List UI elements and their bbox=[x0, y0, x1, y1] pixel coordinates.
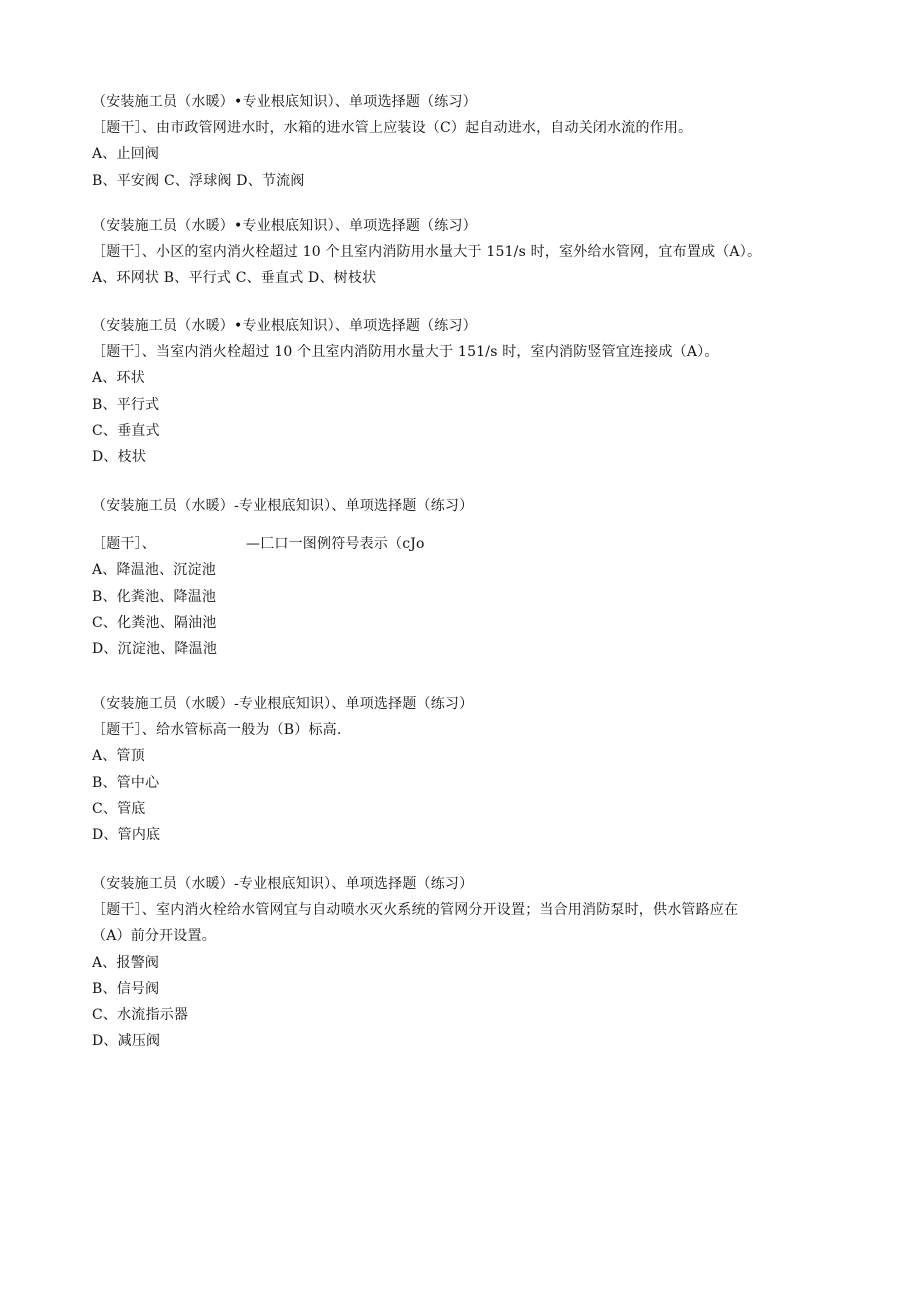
question-2 bbox=[92, 213, 832, 292]
question-5 bbox=[92, 691, 832, 848]
question-header: （安装施工员（水暖）-专业根底知识）、单项选择题（练习） bbox=[92, 696, 474, 712]
question-stem: ［题干］、给水管标高一般为（B）标高. bbox=[92, 722, 342, 739]
question-stem bbox=[92, 531, 832, 557]
question-header: （安装施工员（水暖）•专业根底知识）、单项选择题（练习） bbox=[92, 94, 477, 110]
question-header: （安装施工员（水暖）-专业根底知识）、单项选择题（练习） bbox=[92, 498, 474, 514]
option-line: A、环状 bbox=[92, 370, 145, 387]
question-6 bbox=[92, 871, 832, 1054]
question-4 bbox=[92, 493, 832, 662]
question-stem: ［题干］、当室内消火栓超过 10 个且室内消防用水量大于 151/s 时，室内消防竖管宜连接成（A）。 bbox=[92, 344, 719, 361]
question-stem: ［题干］、小区的室内消火栓超过 10 个且室内消防用水量大于 151/s 时，室外给水管网，宜布置成（A）。 bbox=[92, 244, 762, 261]
option-line: B、管中心 bbox=[92, 774, 160, 791]
option-line: C、化粪池、隔油池 bbox=[92, 614, 217, 631]
option-line: C、水流指示器 bbox=[92, 1006, 189, 1023]
option-line: B、信号阀 bbox=[92, 980, 160, 997]
option-line: A、止回阀 bbox=[92, 146, 160, 163]
option-line: C、垂直式 bbox=[92, 422, 160, 439]
option-line: D、枝状 bbox=[92, 448, 147, 465]
question-stem-line-1: ［题干］、室内消火栓给水管网宜与自动喷水灭火系统的管网分开设置；当合用消防泵时，供水管路应在 bbox=[92, 902, 739, 919]
option-line: D、减压阀 bbox=[92, 1033, 161, 1050]
question-header: （安装施工员（水暖）•专业根底知识）、单项选择题（练习） bbox=[92, 318, 477, 334]
option-line: B、平行式 bbox=[92, 396, 160, 413]
question-stem-line-2: （A）前分开设置。 bbox=[92, 928, 216, 945]
question-stem: ［题干］、由市政管网进水时，水箱的进水管上应装设（C）起自动进水，自动关闭水流的作用。 bbox=[92, 120, 693, 137]
option-line: A、降温池、沉淀池 bbox=[92, 562, 216, 579]
stem-suffix: —匚口一图例符号表示（cJo bbox=[246, 536, 425, 553]
option-line: C、管底 bbox=[92, 800, 146, 817]
option-line: B、平安阀 C、浮球阀 D、节流阀 bbox=[92, 172, 305, 189]
option-line: A、管顶 bbox=[92, 748, 145, 765]
question-1 bbox=[92, 89, 832, 194]
option-line: B、化粪池、降温池 bbox=[92, 588, 217, 605]
option-line: D、管内底 bbox=[92, 826, 161, 843]
question-3 bbox=[92, 313, 832, 470]
question-header: （安装施工员（水暖）-专业根底知识）、单项选择题（练习） bbox=[92, 876, 474, 892]
option-line: A、报警阀 bbox=[92, 954, 160, 971]
option-line: D、沉淀池、降温池 bbox=[92, 640, 218, 657]
option-line: A、环网状 B、平行式 C、垂直式 D、树枝状 bbox=[92, 270, 377, 287]
question-header: （安装施工员（水暖）•专业根底知识）、单项选择题（练习） bbox=[92, 218, 477, 234]
stem-prefix: ［题干］、 bbox=[92, 536, 156, 553]
